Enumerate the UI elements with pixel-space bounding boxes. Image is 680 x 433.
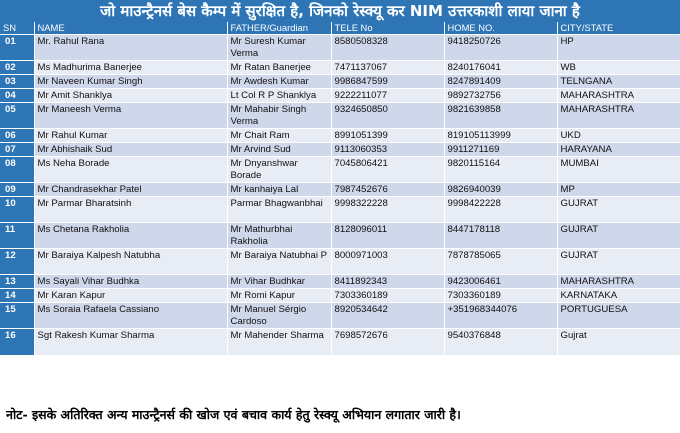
table-row xyxy=(0,129,680,143)
table-row xyxy=(0,75,680,89)
column-header-sn: SN xyxy=(0,22,34,35)
cell-name: Mr. Rahul Rana xyxy=(34,35,227,61)
cell-name: Mr Amit Shanklya xyxy=(34,89,227,103)
cell-name: Sgt Rakesh Kumar Sharma xyxy=(34,329,227,355)
cell-city: KARNATAKA xyxy=(557,289,680,303)
cell-tele: 9113060353 xyxy=(331,143,444,157)
cell-city: MP xyxy=(557,183,680,197)
column-header-father: FATHER/Guardian xyxy=(227,22,331,35)
cell-father: Mr Dnyanshwar Borade xyxy=(227,157,331,183)
cell-home: 7303360189 xyxy=(444,289,557,303)
cell-sn: 03 xyxy=(0,75,34,89)
cell-tele: 7471137067 xyxy=(331,61,444,75)
table-row xyxy=(0,61,680,75)
table-header-row xyxy=(0,22,680,35)
table-row xyxy=(0,303,680,329)
cell-home: 7878785065 xyxy=(444,249,557,275)
cell-name: Mr Maneesh Verma xyxy=(34,103,227,129)
cell-father: Mr Mathurbhai Rakholia xyxy=(227,223,331,249)
cell-city: HP xyxy=(557,35,680,61)
cell-sn: 06 xyxy=(0,129,34,143)
cell-sn: 11 xyxy=(0,223,34,249)
cell-tele: 7045806421 xyxy=(331,157,444,183)
table-row xyxy=(0,223,680,249)
cell-father: Mr Arvind Sud xyxy=(227,143,331,157)
cell-name: Mr Parmar Bharatsinh xyxy=(34,197,227,223)
cell-father: Mr Suresh Kumar Verma xyxy=(227,35,331,61)
cell-name: Mr Naveen Kumar Singh xyxy=(34,75,227,89)
cell-sn: 04 xyxy=(0,89,34,103)
cell-father: Mr kanhaiya Lal xyxy=(227,183,331,197)
cell-tele: 7698572676 xyxy=(331,329,444,355)
cell-sn: 07 xyxy=(0,143,34,157)
cell-sn: 09 xyxy=(0,183,34,197)
table-row xyxy=(0,275,680,289)
cell-name: Mr Baraiya Kalpesh Natubha xyxy=(34,249,227,275)
cell-father: Mr Mahender Sharma xyxy=(227,329,331,355)
cell-father: Lt Col R P Shanklya xyxy=(227,89,331,103)
cell-name: Mr Chandrasekhar Patel xyxy=(34,183,227,197)
cell-name: Mr Rahul Kumar xyxy=(34,129,227,143)
cell-father: Mr Chait Ram xyxy=(227,129,331,143)
cell-home: 9423006461 xyxy=(444,275,557,289)
cell-father: Mr Awdesh Kumar xyxy=(227,75,331,89)
cell-home: 9911271169 xyxy=(444,143,557,157)
cell-father: Mr Ratan Banerjee xyxy=(227,61,331,75)
cell-home: 8247891409 xyxy=(444,75,557,89)
cell-name: Ms Soraia Rafaela Cassiano xyxy=(34,303,227,329)
cell-tele: 8128096011 xyxy=(331,223,444,249)
cell-father: Mr Romi Kapur xyxy=(227,289,331,303)
table-row xyxy=(0,329,680,355)
column-header-home: HOME NO. xyxy=(444,22,557,35)
cell-city: WB xyxy=(557,61,680,75)
cell-name: Ms Madhurima Banerjee xyxy=(34,61,227,75)
cell-sn: 01 xyxy=(0,35,34,61)
footer-note: नोट- इसके अतिरिक्त अन्य माउन्ट्रैनर्स की खोज एवं बचाव कार्य हेतु रेस्क्यू अभियान लगातार जारी है। xyxy=(6,407,461,422)
cell-sn: 16 xyxy=(0,329,34,355)
table-row xyxy=(0,289,680,303)
cell-tele: 9324650850 xyxy=(331,103,444,129)
cell-city: Gujrat xyxy=(557,329,680,355)
cell-home: +351968344076 xyxy=(444,303,557,329)
cell-city: HARAYANA xyxy=(557,143,680,157)
table-row xyxy=(0,143,680,157)
cell-sn: 13 xyxy=(0,275,34,289)
cell-city: GUJRAT xyxy=(557,197,680,223)
cell-sn: 14 xyxy=(0,289,34,303)
cell-tele: 8000971003 xyxy=(331,249,444,275)
table-row xyxy=(0,89,680,103)
cell-name: Mr Karan Kapur xyxy=(34,289,227,303)
banner-title: जो माउन्ट्रैनर्स बेस कैम्प में सुरक्षित है, जिनको रेस्क्यू कर NIM उत्तरकाशी लाया जाना है xyxy=(0,0,680,22)
cell-home: 9820115164 xyxy=(444,157,557,183)
cell-tele: 9222211077 xyxy=(331,89,444,103)
cell-city: UKD xyxy=(557,129,680,143)
cell-home: 9821639858 xyxy=(444,103,557,129)
cell-home: 9540376848 xyxy=(444,329,557,355)
cell-sn: 05 xyxy=(0,103,34,129)
cell-home: 819105113999 xyxy=(444,129,557,143)
cell-father: Mr Manuel Sérgio Cardoso xyxy=(227,303,331,329)
cell-tele: 8991051399 xyxy=(331,129,444,143)
cell-sn: 02 xyxy=(0,61,34,75)
cell-sn: 10 xyxy=(0,197,34,223)
cell-city: MUMBAI xyxy=(557,157,680,183)
column-header-name: NAME xyxy=(34,22,227,35)
cell-sn: 15 xyxy=(0,303,34,329)
cell-home: 8240176041 xyxy=(444,61,557,75)
cell-father: Mr Mahabir Singh Verma xyxy=(227,103,331,129)
table-body xyxy=(0,35,680,355)
table-row xyxy=(0,157,680,183)
cell-name: Ms Sayali Vihar Budhka xyxy=(34,275,227,289)
cell-sn: 12 xyxy=(0,249,34,275)
cell-home: 9892732756 xyxy=(444,89,557,103)
cell-home: 9418250726 xyxy=(444,35,557,61)
table-row xyxy=(0,249,680,275)
table-row xyxy=(0,197,680,223)
cell-father: Mr Vihar Budhkar xyxy=(227,275,331,289)
cell-city: TELNGANA xyxy=(557,75,680,89)
cell-home: 9826940039 xyxy=(444,183,557,197)
table-row xyxy=(0,103,680,129)
table-row xyxy=(0,183,680,197)
cell-sn: 08 xyxy=(0,157,34,183)
cell-city: MAHARASHTRA xyxy=(557,103,680,129)
cell-father: Mr Baraiya Natubhai P xyxy=(227,249,331,275)
cell-city: PORTUGUESA xyxy=(557,303,680,329)
cell-tele: 8580508328 xyxy=(331,35,444,61)
cell-name: Mr Abhishaik Sud xyxy=(34,143,227,157)
cell-tele: 7303360189 xyxy=(331,289,444,303)
cell-home: 9998422228 xyxy=(444,197,557,223)
column-header-city: CITY/STATE xyxy=(557,22,680,35)
mountaineers-table xyxy=(0,22,680,355)
column-header-tele: TELE No xyxy=(331,22,444,35)
cell-home: 8447178118 xyxy=(444,223,557,249)
table-row xyxy=(0,35,680,61)
cell-tele: 8411892343 xyxy=(331,275,444,289)
cell-tele: 9998322228 xyxy=(331,197,444,223)
cell-city: GUJRAT xyxy=(557,249,680,275)
cell-tele: 7987452676 xyxy=(331,183,444,197)
cell-city: GUJRAT xyxy=(557,223,680,249)
cell-name: Ms Neha Borade xyxy=(34,157,227,183)
cell-tele: 9986847599 xyxy=(331,75,444,89)
cell-city: MAHARASHTRA xyxy=(557,275,680,289)
cell-name: Ms Chetana Rakholia xyxy=(34,223,227,249)
cell-father: Parmar Bhagwanbhai xyxy=(227,197,331,223)
cell-city: MAHARASHTRA xyxy=(557,89,680,103)
cell-tele: 8920534642 xyxy=(331,303,444,329)
